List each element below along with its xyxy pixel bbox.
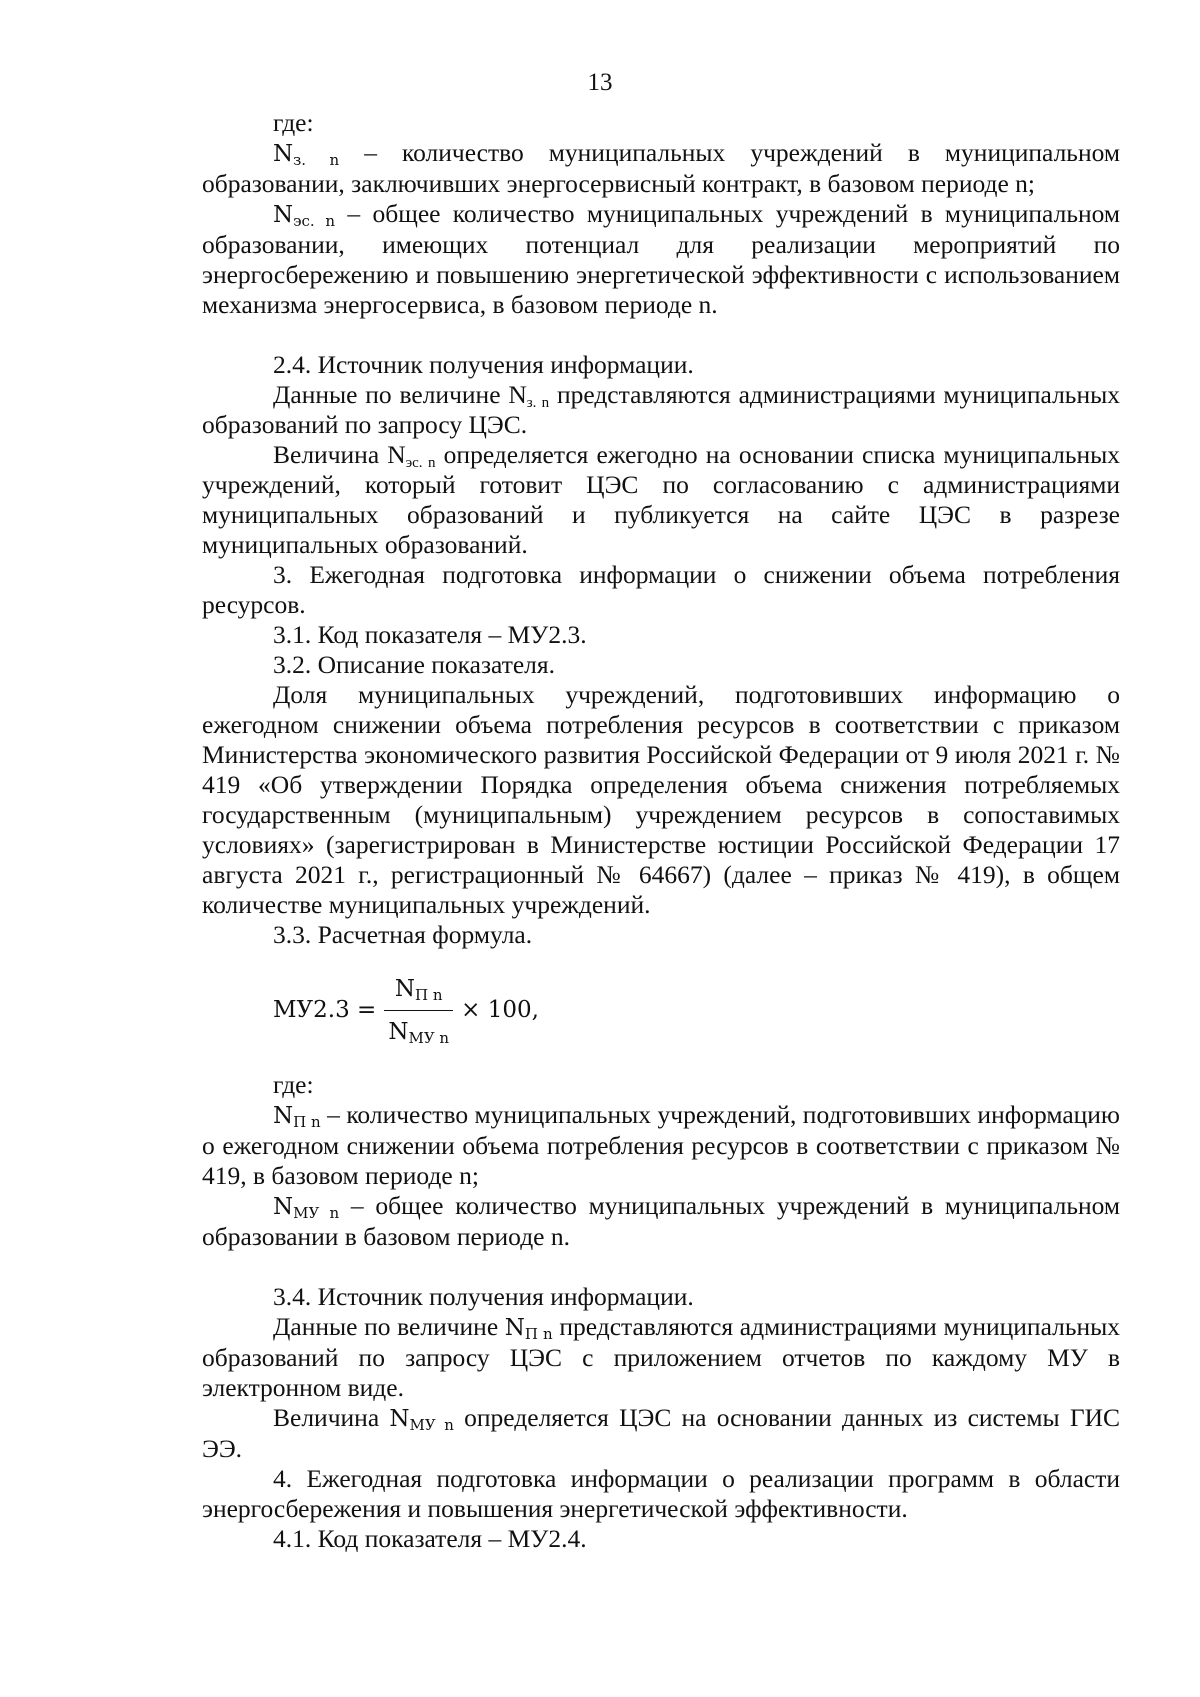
paragraph <box>202 1524 1120 1554</box>
paragraph <box>202 1464 1120 1524</box>
document-body <box>202 108 1120 1554</box>
paragraph <box>202 199 1120 320</box>
text-run: Данные по величине N <box>273 380 527 409</box>
paragraph <box>202 650 1120 680</box>
formula-rhs: × 100, <box>461 997 539 1023</box>
paragraph <box>202 1312 1120 1403</box>
paragraph-gap <box>202 1252 1120 1282</box>
paragraph <box>202 620 1120 650</box>
text-run: где: <box>273 108 314 137</box>
variable-symbol: $N_{П n}$ <box>273 1103 321 1131</box>
paragraph <box>202 1191 1120 1252</box>
text-run: 3.1. Код показателя – МУ2.3. <box>273 620 587 649</box>
text-run: Доля муниципальных учреждений, подготовивших информацию о ежегодном снижении объема потребления ресурсов в соответствии с приказом Министерства экономического развития Российской Федерации от 9 июля 2021 г. № 419 «Об утверждении Порядка определения объема снижения потребляемых государственным (муниципальным) учреждением ресурсов в сопоставимых условиях» (зарегистрирован в Министерстве юстиции Российской Федерации 17 августа 2021 г., регистрационный № 64667) (далее – приказ № 419), в общем количестве муниципальных учреждений. <box>202 680 1120 919</box>
paragraph <box>202 440 1120 560</box>
formula-denominator: $N_{МУ n}$ <box>388 1018 450 1047</box>
subscript: эс. n <box>405 455 436 471</box>
text-run: где: <box>273 1070 314 1099</box>
text-run: – общее количество муниципальных учреждений в муниципальном образовании в базовом периоде n. <box>202 1191 1120 1251</box>
text-run: представляются администрациями муниципальных образований по запросу ЦЭС с приложением отчетов по каждому МУ в электронном виде. <box>202 1312 1120 1402</box>
text-run: представляются администрациями муниципальных образований по запросу ЦЭС. <box>202 380 1120 439</box>
text-run: 3.2. Описание показателя. <box>273 650 556 679</box>
text-run: 2.4. Источник получения информации. <box>273 350 694 379</box>
paragraph <box>202 920 1120 950</box>
formula-lhs: МУ2.3 = <box>273 997 377 1023</box>
variable-symbol: $N_{МУ n}$ <box>273 1194 340 1222</box>
paragraph <box>202 1403 1120 1464</box>
text-run: Величина <box>273 1403 390 1432</box>
paragraph-gap <box>202 320 1120 350</box>
text-run: Величина N <box>273 440 406 469</box>
text-run: 4.1. Код показателя – МУ2.4. <box>273 1524 587 1553</box>
text-run: 4. Ежегодная подготовка информации о реализации программ в области энергосбережения и повышения энергетической эффективности. <box>202 1464 1120 1523</box>
paragraph <box>202 1282 1120 1312</box>
text-run: определяется ежегодно на основании списка муниципальных учреждений, который готовит ЦЭС по согласованию с администрациями муниципальных образований и публикуется на сайте ЦЭС в разрезе муниципальных образований. <box>202 440 1120 559</box>
text-run: – количество муниципальных учреждений, подготовивших информацию о ежегодном снижении объема потребления ресурсов в соответствии с приказом № 419, в базовом периоде n; <box>202 1100 1120 1190</box>
subscript: з. n <box>526 395 550 411</box>
paragraph <box>202 350 1120 380</box>
text-run: 3.4. Источник получения информации. <box>273 1282 694 1311</box>
variable-symbol: $N_{эс. n}$ <box>273 202 336 230</box>
variable-symbol: $N_{з. n}$ <box>273 141 340 169</box>
formula-numerator: $N_{П n}$ <box>394 975 443 1004</box>
text-run: – общее количество муниципальных учреждений в муниципальном образовании, имеющих потенциал для реализации мероприятий по энергосбережению и повышению энергетической эффективности с использованием механизма энергосервиса, в базовом периоде n. <box>202 199 1120 319</box>
text-run: определяется ЦЭС на основании данных из системы ГИС ЭЭ. <box>202 1403 1120 1463</box>
paragraph <box>202 560 1120 620</box>
formula-fraction <box>384 974 453 1047</box>
paragraph <box>202 138 1120 199</box>
paragraph <box>202 680 1120 920</box>
text-run: 3. Ежегодная подготовка информации о снижении объема потребления ресурсов. <box>202 560 1120 619</box>
text-run: Данные по величине <box>273 1312 505 1341</box>
page-number: 13 <box>587 69 613 96</box>
paragraph <box>202 1100 1120 1191</box>
paragraph <box>202 380 1120 440</box>
paragraph <box>202 108 1120 138</box>
text-run: – количество муниципальных учреждений в муниципальном образовании, заключивших энергосервисный контракт, в базовом периоде n; <box>202 138 1120 198</box>
variable-symbol: $N_{МУ n}$ <box>389 1406 454 1434</box>
text-run: 3.3. Расчетная формула. <box>273 920 533 949</box>
variable-symbol: $N_{П n}$ <box>504 1315 553 1343</box>
formula-mu23 <box>202 950 1120 1070</box>
paragraph <box>202 1070 1120 1100</box>
